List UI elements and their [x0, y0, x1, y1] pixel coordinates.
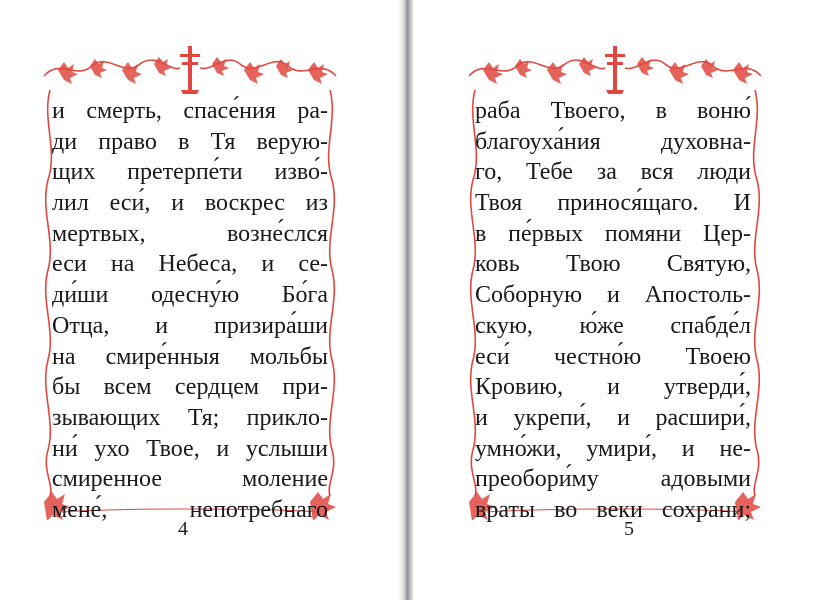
text-line: умно́жи, умири́, и не- — [475, 435, 751, 462]
left-page-text — [52, 96, 328, 526]
text-line: преобори́му адовыми — [475, 466, 751, 493]
left-page-frame — [40, 40, 340, 523]
text-line: ди́ши одесну́ю Бо́га — [52, 282, 328, 309]
text-line: мертвых, возне́слся — [52, 220, 328, 247]
text-line: щих претерпе́ти изво́- — [52, 159, 328, 186]
text-line: бы всем сердцем при- — [52, 374, 328, 401]
text-line: мене́, непотребнаго — [52, 496, 328, 523]
cross-icon — [180, 46, 200, 94]
text-line: еси на Небеса, и се- — [52, 251, 328, 278]
text-line: го, Тебе за вся люди — [475, 159, 751, 186]
text-line: ни́ ухо Твое, и услыши — [52, 435, 328, 462]
text-line: благоуха́ния духовна- — [475, 128, 751, 155]
text-line: Твоя принося́щаго. И — [475, 190, 751, 217]
text-line: ди право в Тя верую- — [52, 128, 328, 155]
text-line: раба Твоего, в воню́ — [475, 98, 751, 124]
right-page — [413, 0, 813, 600]
page-number-left: 4 — [178, 518, 188, 540]
right-page-text — [475, 96, 751, 526]
text-line: Кровию, и утверди́, — [475, 374, 751, 401]
page-number-right: 5 — [624, 518, 634, 540]
cross-icon — [605, 46, 625, 94]
right-page-frame — [465, 40, 765, 523]
text-line: Отца, и призира́ши — [52, 312, 328, 339]
text-line: смиренное моление — [52, 466, 328, 493]
text-line: враты во веки сохрани; — [475, 496, 751, 523]
text-line: на смире́нныя мольбы — [52, 343, 328, 370]
text-line: в пе́рвых помяни Цер- — [475, 220, 751, 247]
text-line: еси́ честно́ю Твоею — [475, 343, 751, 370]
text-line: и укрепи́, и расшири́, — [475, 404, 751, 431]
left-page — [0, 0, 400, 600]
text-line: Соборную и Апостоль- — [475, 282, 751, 309]
text-line: скую, ю́же спабде́л — [475, 312, 751, 339]
text-line: лил еси́, и воскрес из — [52, 190, 328, 217]
text-line: ковь Твою Святую, — [475, 251, 751, 278]
text-line: и смерть, спасе́ния ра- — [52, 98, 328, 124]
text-line: зывающих Тя; прикло- — [52, 404, 328, 431]
